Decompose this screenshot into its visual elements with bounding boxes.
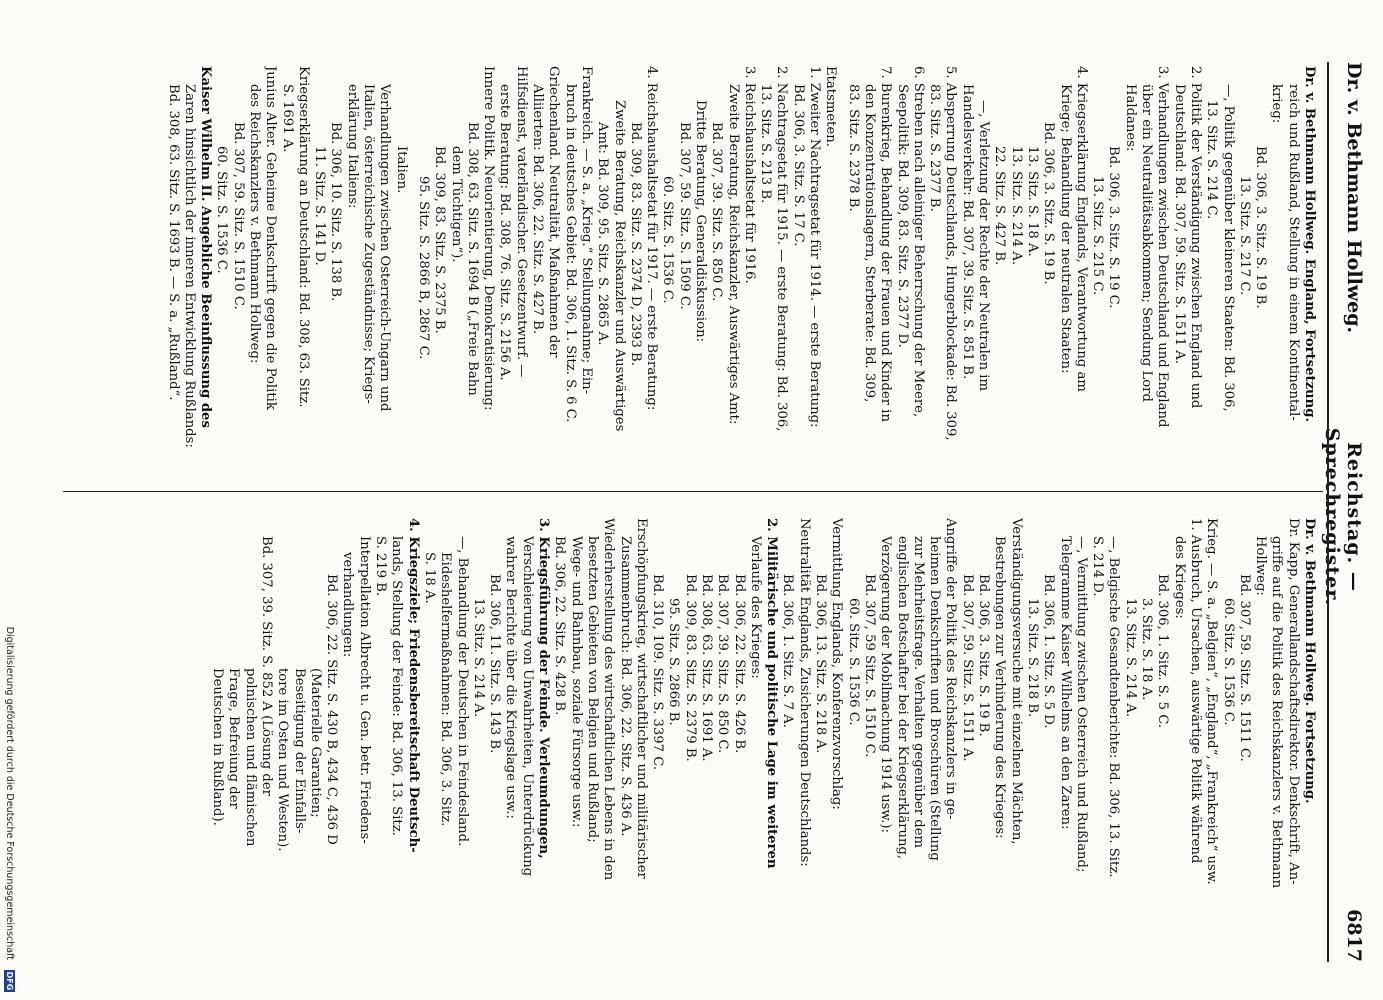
register-entry-line: 3. Sitz. S. 18 A. (1139, 598, 1155, 701)
register-entry-line: Wege- und Bahnbau, soziale Fürsorge usw.: (568, 536, 584, 828)
register-entry-line: wahrer Berichte über die Kriegslage usw.: (503, 536, 519, 819)
register-entry-line: Bd. 308, 63. Sitz. S. 1693 B. — S. a. „Rußland“. (165, 84, 181, 401)
register-entry-line: Bd. 307, 59. Sitz. S. 1511 A. (959, 574, 975, 762)
register-entry-line: Bd. 306, 1. Sitz. S. 7 A. (780, 574, 796, 728)
register-entry-line: Eideshelfermaßnahmen: Bd. 306, 3. Sitz. (438, 552, 454, 827)
register-entry-line: des Reichskanzlers v. Bethmann Hollweg: (247, 84, 262, 364)
register-entry-line: 6. Streben nach alleiniger Beherrschung der Meere, (910, 66, 926, 418)
register-entry-line: Junius Alter. Geheime Denkschrift gegen die Politik (263, 66, 279, 410)
register-entry-line: 11. Sitz. S. 141 D. (312, 146, 328, 266)
register-entry-line: Handelsverkehr: Bd. 307, 39. Sitz. S. 851 B. (959, 84, 975, 380)
register-entry-line: Deutschland: Bd. 307, 59. Sitz. S. 1511 A. (1171, 84, 1187, 365)
page-number: 6817 (1343, 909, 1365, 962)
register-entry-line: englischen Botschafter bei der Kriegserklärung, (894, 536, 910, 860)
register-entry-line: Bd. 310, 109. Sitz. S. 3397 C. (650, 574, 666, 771)
register-entry-line: Zaren hinsichtlich der inneren Entwicklung Rußlands: (181, 84, 197, 448)
register-entry-line: erklärung Italiens: (344, 84, 360, 209)
digitization-note: Digitalisierung gefördert durch die Deutsche Forschungsgemeinschaft (4, 626, 15, 960)
register-entry-line: Wiederherstellung des wirtschaftlichen Lebens in den (601, 518, 617, 881)
register-entry-line: —, Verletzung der Rechte der Neutralen im (976, 100, 992, 392)
register-entry-line: Bd. 306, 13. Sitz. S. 218 A. (813, 574, 829, 754)
register-entry-line: polnischen und flämischen (242, 668, 258, 847)
register-entry-line: 2. Nachtragsetat für 1915. — erste Beratung: Bd. 306, (774, 66, 790, 432)
register-entry-line: griffe auf die Politik des Reichskanzlers v. Bethmann (1269, 536, 1285, 889)
register-entry-line: Erschöpfungskrieg, wirtschaftlicher und militärischer (633, 518, 649, 879)
register-entry-line: Bd. 306, 10. Sitz. S. 138 B. (328, 122, 344, 302)
running-head (1321, 62, 1365, 962)
register-entry-line: Bd. 308, 63. Sitz. S. 1691 A. (699, 574, 715, 762)
left-column (164, 66, 1317, 481)
register-entry-line: S. 219 B. (373, 536, 389, 597)
register-entry-line: Bd. 306, 22. Sitz. S. 430 B, 434 C, 436 D (324, 574, 340, 845)
register-entry-line: Verschleierung von Unwahrheiten, Unterdrückung (519, 536, 535, 877)
register-entry-line: Verzögerung der Mobilmachung 1914 usw.): (878, 536, 894, 833)
register-entry-line: 95. Sitz. S. 2866 B. (666, 598, 682, 726)
register-entry-line: Vermittlung Englands, Konferenzvorschlag: (829, 518, 845, 810)
register-entry-line: 13. Sitz. S. 214 A. (470, 598, 486, 718)
register-entry-line: des Krieges: (1171, 536, 1187, 619)
running-head-left: Dr. v. Bethmann Hollweg. (1343, 62, 1365, 334)
register-entry-line: Bd. 306, 1. Sitz. S. 5 D. (1041, 574, 1057, 729)
register-entry-line: 4. Kriegsziele; Friedensbereitschaft Deutsch- (405, 518, 421, 853)
register-entry-line: zur Mehrheitsfrage. Verhalten gegenüber dem (910, 536, 926, 849)
register-entry-line: Telegramme Kaiser Wilhelms an den Zaren: (1057, 536, 1073, 830)
register-entry-line: Frage, Befreiung der (226, 668, 242, 809)
register-entry-line: Dr. v. Bethmann Hollweg. Fortsetzung. (1302, 518, 1317, 804)
register-entry-line: Bd. 306, 3. Sitz. S. 19 B. (1041, 122, 1057, 285)
register-entry-line: —, Politik gegenüber kleineren Staaten: Bd. 306, (1220, 84, 1236, 412)
register-entry-line: krieg: (1269, 84, 1285, 124)
register-entry-line: Bd. 307, 39. Sitz. S. 850 C. (709, 122, 725, 302)
register-entry-line: Verständigungsversuche mit einzelnen Mächten, (1008, 518, 1024, 845)
register-entry-line: Hollweg: (1253, 536, 1269, 596)
register-entry-line: 2. Politik der Verständigung zwischen England und (1187, 66, 1203, 409)
register-entry-line: Verlaufe des Krieges: (747, 536, 763, 679)
register-entry-line: 83. Sitz. S. 2378 B. (845, 84, 861, 212)
register-entry-line: 60. Sitz. S. 1536 C. (1220, 598, 1236, 726)
register-entry-line: tore im Osten und Westen). (275, 668, 291, 852)
register-entry-line: 13. Sitz. S. 217 C. (1236, 176, 1252, 296)
register-entry-line: 3. Verhandlungen zwischen Deutschland und England (1155, 66, 1171, 428)
register-entry-line: Bd. 307, 59. Sitz. S. 1510 C. (230, 122, 246, 310)
register-entry-line: Bd. 306, 22. Sitz. S. 428 B. (552, 536, 568, 716)
register-entry-line: Neutralität Englands, Zusicherungen Deutschlands: (796, 518, 812, 867)
register-entry-line: 3. Kriegsführung der Feinde. Verleumdungen, (536, 518, 552, 859)
register-entry-line: Haldanes: (1122, 84, 1138, 152)
register-entry-line: Bd. 309, 83. Sitz. S. 2374 D, 2393 B. (627, 122, 643, 366)
right-column (209, 518, 1317, 933)
register-entry-line: Amt: Bd. 309, 95. Sitz. S. 2865 A. (595, 122, 611, 346)
column-divider (63, 491, 1323, 492)
register-entry-line: Griechenland. Neutralität, Maßnahmen der (546, 66, 562, 358)
register-entry-line: Alliierten: Bd. 306, 22. Sitz. S. 427 B. (530, 84, 546, 335)
register-entry-line: Verhandlungen zwischen Österreich-Ungarn und (377, 84, 393, 412)
register-entry-line: 13. Sitz. S. 213 B. (758, 84, 774, 204)
header-rule (1327, 62, 1329, 962)
register-entry-line: Bd. 307, 59. Sitz. S. 1509 C. (676, 122, 692, 310)
register-entry-line: —, Vermittlung zwischen Österreich und Rußland; (1073, 536, 1089, 873)
register-entry-line: verhandlungen: (340, 552, 356, 658)
register-entry-line: Bd. 306, 3. Sitz. S. 19 B. (976, 574, 992, 737)
register-entry-line: Deutschen in Rußland). (210, 668, 226, 826)
register-entry-line: 60. Sitz. S. 1536 C. (660, 176, 676, 304)
register-entry-line: Beseitigung der Einfalls- (291, 668, 307, 834)
register-entry-line: besetzten Gebieten von Belgien und Rußland; (584, 536, 600, 843)
register-entry-line: 60. Sitz. S. 1536 C. (845, 598, 861, 726)
register-entry-line: Krieg. — S. a. „Belgien“, „England“, „Frankreich“ usw. (1204, 518, 1220, 885)
register-entry-line: Etatsmeten. (823, 66, 839, 147)
register-entry-line: Zweite Beratung, Reichskanzler und Auswärtiges (611, 100, 627, 432)
register-entry-line: Frankreich. — S. a. „Krieg.“ Stellungnahme; Ein- (578, 66, 594, 395)
register-entry-line: 13. Sitz. S. 218 B. (1024, 598, 1040, 718)
register-entry-line: S. 18 A. (421, 552, 437, 604)
register-entry-line: Zweite Beratung, Reichskanzler, Auswärtiges Amt: (725, 84, 741, 425)
register-entry-line: 1. Zweiter Nachtragsetat für 1914. — erste Beratung: (807, 66, 823, 428)
register-entry-line: Seepolitik: Bd. 309, 83. Sitz. S. 2377 D. (894, 84, 910, 348)
register-entry-line: bruch in deutsches Gebiet: Bd. 306, 1. Sitz. S. 6 C. (562, 84, 578, 423)
register-entry-line: 3. Reichshaushaltsetat für 1916. (741, 66, 757, 284)
register-entry-line: Italien. (393, 146, 409, 194)
register-entry-line: Bd. 308, 63. Sitz. S. 1694 B („Freie Bahn (464, 122, 480, 396)
register-entry-line: Innere Politik. Neuorientierung, Demokratisierung: (481, 66, 497, 411)
register-entry-line: 13. Sitz. S. 18 A. (1024, 146, 1040, 257)
register-entry-line: dem Tüchtigen“). (448, 146, 464, 263)
register-entry-line: Italien, österreichische Zugeständnisse; Kriegs- (361, 84, 377, 404)
register-entry-line: lands, Stellung der Feinde: Bd. 306, 13. Sitz. (389, 536, 405, 836)
register-entry-line: Bd. 306, 3. Sitz. S. 19 C. (1106, 146, 1122, 309)
register-entry-line: 13. Sitz. S. 215 C. (1090, 176, 1106, 296)
register-entry-line: erste Beratung: Bd. 308, 76. Sitz. S. 2156 A. (497, 84, 513, 381)
register-entry-line: 13. Sitz. S. 214 A. (1008, 146, 1024, 266)
register-entry-line: 7. Burenkrieg, Behandlung der Frauen und Kinder in (878, 66, 894, 423)
register-entry-line: Bd. 306, 11. Sitz. S. 143 B. (487, 574, 503, 754)
dfg-logo: DFG (5, 971, 14, 991)
register-entry-line: Bd. 307, 59. Sitz. S. 1511 C. (1236, 574, 1252, 762)
register-entry-line: 5. Absperrung Deutschlands, Hungerblockade: Bd. 309, (943, 66, 959, 441)
register-entry-line: Dr. Kapp, Generallandschaftsdirektor. Denkschrift, An- (1285, 518, 1301, 885)
register-entry-line: 4. Reichshaushaltsetat für 1917. — erste Beratung: (644, 66, 660, 411)
register-entry-line: 83. Sitz. S. 2377 B. (927, 84, 943, 212)
running-head-title: Reichstag. — Sprechregister. (1321, 427, 1365, 607)
register-entry-line: Bd. 306, 22. Sitz. S. 426 B. (731, 574, 747, 754)
register-entry-line: den Konzentrationslagern, Sterberate: Bd. 309, (861, 84, 877, 403)
register-entry-line: 13. Sitz. S. 214 A. (1122, 598, 1138, 718)
register-entry-line: Hilfsdienst, vaterländischer. Gesetzentwurf. — (513, 66, 529, 378)
register-entry-line: Kaiser Wilhelm II. Angebliche Beeinflussung des (198, 66, 214, 428)
register-entry-line: Bd. 309, 83. Sitz. S. 2379 B. (682, 574, 698, 762)
register-entry-line: reich und Rußland, Stellung in einem Kontinental- (1285, 84, 1301, 421)
register-entry-line: 4. Kriegserklärung Englands, Verantwortung am (1073, 66, 1089, 392)
register-entry-line: Angriffe der Politik des Reichskanzlers in ge- (943, 518, 959, 820)
register-entry-line: Zusammenbruch: Bd. 306, 22. Sitz. S. 436 A. (617, 536, 633, 837)
register-entry-line: 60. Sitz. S. 1536 C. (214, 146, 230, 274)
register-entry-line: über ein Neutralitätsabkommen; Sendung Lord (1139, 84, 1155, 402)
register-entry-line: Bd. 307, 39. Sitz. S. 850 C. (715, 574, 731, 754)
register-entry-line: heimen Denkschriften und Broschüren (Stellung (927, 536, 943, 861)
register-entry-line: Bd. 307, 39. Sitz. S. 852 A (Lösung der (259, 536, 274, 796)
register-entry-line: Bd. 306, 1. Sitz. S. 5 C. (1155, 574, 1171, 729)
register-entry-line: Kriegserklärung an Deutschland: Bd. 308, 63. Sitz. (295, 66, 311, 408)
register-entry-line: 95. Sitz. S. 2866 B, 2867 C. (415, 176, 431, 360)
register-entry-line: Interpellation Albrecht u. Gen. betr. Friedens- (356, 536, 372, 844)
register-entry-line: (Materielle Garantien; (307, 668, 323, 818)
register-entry-line: Bestrebungen zur Verhinderung des Krieges: (992, 536, 1008, 839)
entry-spacer (409, 66, 415, 481)
register-entry-line: —, Behandlung der Deutschen in Feindesland. (454, 536, 470, 847)
register-entry-line: Dr. v. Bethmann Hollweg. England, Fortsetzung. (1302, 66, 1317, 423)
register-entry-line: Bd. 306, 3. Sitz. S. 19 B. (1253, 146, 1269, 309)
register-entry-line: S. 1691 A. (279, 84, 295, 153)
register-entry-line: 13. Sitz. S. 214 C. (1204, 100, 1220, 220)
register-entry-line: S. 214 D. (1090, 536, 1106, 597)
register-entry-line: Bd. 306, 3. Sitz. S. 17 C. (790, 84, 806, 247)
register-entry-line: 2. Militärische und politische Lage im weiteren (764, 518, 780, 869)
register-entry-line: 1. Ausbruch, Ursachen, auswärtige Politik während (1187, 518, 1203, 864)
register-entry-line: Kriege; Behandlung der neutralen Staaten: (1057, 84, 1073, 374)
register-entry-line: —, Belgische Gesandtenberichte: Bd. 306, 13. Sitz. (1106, 536, 1122, 878)
register-entry-line: Bd. 309, 83. Sitz. S. 2375 B. (432, 146, 448, 334)
register-entry-line: 22. Sitz. S. 427 B. (992, 146, 1008, 266)
register-entry-line: Dritte Beratung, Generaldiskussion: (693, 100, 709, 343)
register-entry-line: Bd. 307, 59 Sitz. S. 1510 C. (861, 574, 877, 758)
